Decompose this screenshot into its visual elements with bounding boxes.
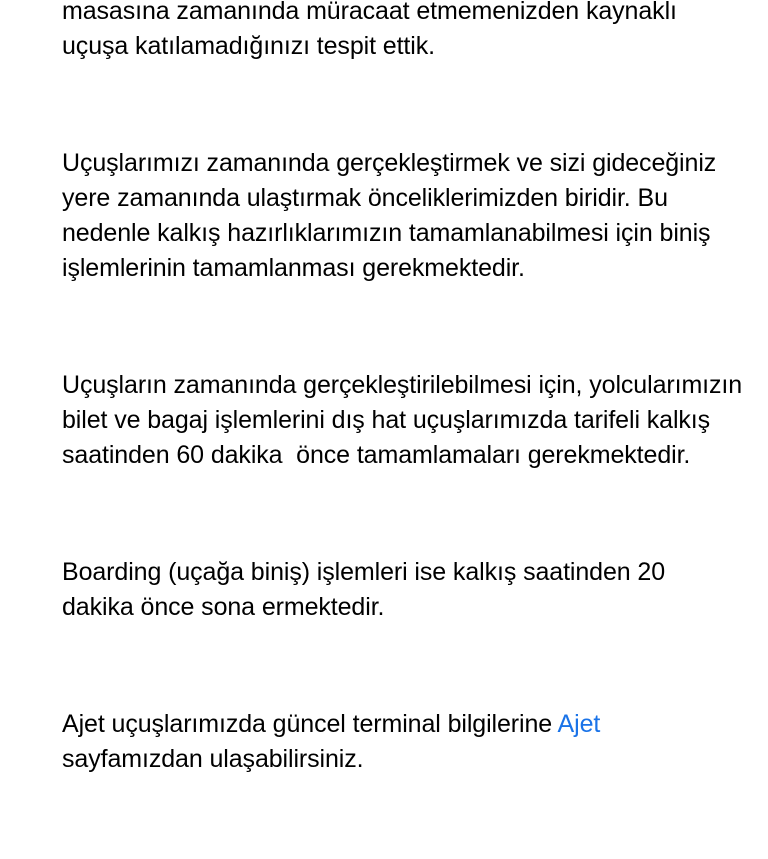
paragraph <box>62 0 768 64</box>
paragraph <box>62 146 768 286</box>
text-segment: nedenle kalkış hazırlıklarımızın tamamlanabilmesi için biniş <box>62 219 711 247</box>
text-segment: uçuşa katılamadığınızı tespit ettik. <box>62 32 435 60</box>
paragraph <box>62 707 768 777</box>
text-line <box>62 590 768 625</box>
paragraph <box>62 368 768 473</box>
text-line <box>62 0 768 29</box>
text-line <box>62 438 768 473</box>
paragraph <box>62 555 768 625</box>
text-line <box>62 29 768 64</box>
text-line <box>62 742 768 777</box>
text-segment: sayfamızdan ulaşabilirsiniz. <box>62 745 364 773</box>
text-segment: Boarding (uçağa biniş) işlemleri ise kalkış saatinden 20 <box>62 558 666 586</box>
text-segment: Ajet uçuşlarımızda güncel terminal bilgilerine <box>62 710 558 738</box>
ajet-link[interactable]: Ajet <box>557 710 601 738</box>
email-body-text <box>62 0 768 859</box>
text-line <box>62 368 768 403</box>
text-segment: masasına zamanında müracaat etmemenizden kaynaklı <box>62 0 677 25</box>
text-segment: işlemlerinin tamamlanması gerekmektedir. <box>62 254 525 282</box>
paragraph-container <box>62 0 768 777</box>
text-line <box>62 707 768 742</box>
text-line <box>62 555 768 590</box>
text-line <box>62 181 768 216</box>
text-segment: yere zamanında ulaştırmak önceliklerimizden biridir. Bu <box>62 184 668 212</box>
text-line <box>62 403 768 438</box>
text-line <box>62 216 768 251</box>
text-segment: dakika önce sona ermektedir. <box>62 593 385 621</box>
text-segment: bilet ve bagaj işlemlerini dış hat uçuşlarımızda tarifeli kalkış <box>62 406 711 434</box>
text-segment: Uçuşların zamanında gerçekleştirilebilmesi için, yolcularımızın <box>62 371 743 399</box>
text-segment: saatinden 60 dakika önce tamamlamaları gerekmektedir. <box>62 441 691 469</box>
text-segment: Uçuşlarımızı zamanında gerçekleştirmek ve sizi gideceğiniz <box>62 149 717 177</box>
text-line <box>62 251 768 286</box>
text-line <box>62 146 768 181</box>
